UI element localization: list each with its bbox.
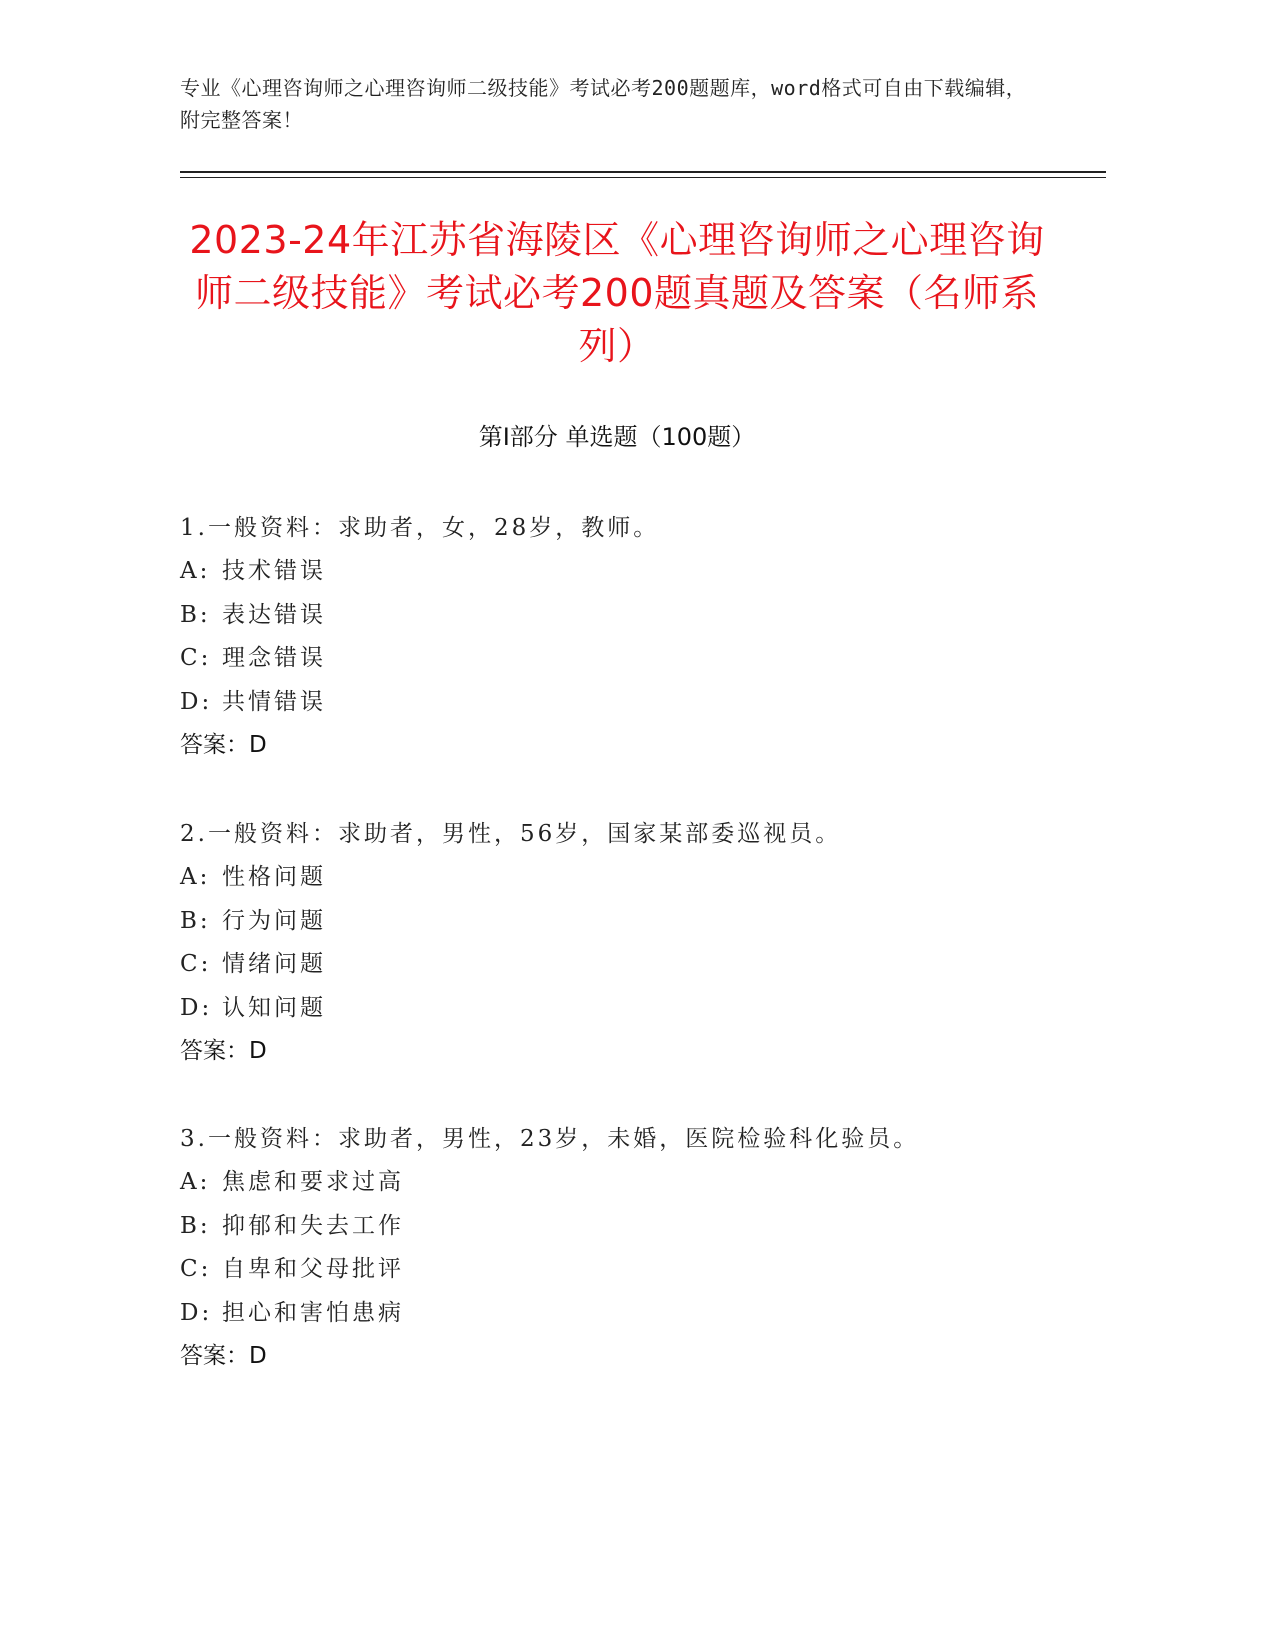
answer-line: 答案：D (180, 732, 267, 758)
option-d (180, 681, 1080, 725)
option-d (180, 987, 1080, 1031)
option-a (180, 550, 1080, 594)
option-key: D: (180, 688, 213, 715)
option-text: 性格问题 (222, 864, 326, 890)
header-note: 专业《心理咨询师之心理咨询师二级技能》考试必考200题题库，word格式可自由下载编辑，附完整答案！ (180, 76, 1027, 132)
header-divider-thin (180, 177, 1106, 178)
option-key: C: (180, 645, 212, 671)
option-text: 表达错误 (222, 601, 326, 628)
option-b (180, 594, 1080, 638)
question-block (180, 1117, 1080, 1378)
option-key: C: (180, 1256, 212, 1282)
question-stem: 3.一般资料：求助者，男性，23岁，未婚，医院检验科化验员。 (180, 1126, 920, 1152)
option-text: 认知问题 (222, 994, 326, 1021)
section-title: 第I部分 单选题（100题） (478, 423, 756, 451)
answer-line: 答案：D (180, 1038, 267, 1064)
option-text: 自卑和父母批评 (222, 1256, 404, 1282)
option-c (180, 637, 1080, 681)
option-text: 技术错误 (222, 558, 326, 584)
option-key: A: (180, 1169, 211, 1195)
option-key: D: (180, 1299, 213, 1326)
option-text: 共情错误 (222, 688, 326, 715)
option-a (180, 856, 1080, 900)
option-b (180, 1205, 1080, 1249)
question-stem: 2.一般资料：求助者，男性，56岁，国家某部委巡视员。 (180, 821, 842, 847)
question-stem: 1.一般资料：求助者，女，28岁，教师。 (180, 515, 660, 541)
option-text: 担心和害怕患病 (222, 1299, 404, 1326)
answer-line: 答案：D (180, 1343, 267, 1369)
document-title: 2023-24年江苏省海陵区《心理咨询师之心理咨询师二级技能》考试必考200题真题及答案（名师系列） (189, 218, 1045, 368)
question-block (180, 812, 1080, 1073)
option-key: B: (180, 907, 211, 934)
option-text: 焦虑和要求过高 (222, 1169, 404, 1195)
option-text: 情绪问题 (222, 951, 326, 977)
option-text: 抑郁和失去工作 (222, 1212, 404, 1239)
option-key: B: (180, 1212, 211, 1239)
option-key: C: (180, 951, 212, 977)
option-b (180, 900, 1080, 944)
option-text: 行为问题 (222, 907, 326, 934)
option-key: A: (180, 864, 211, 890)
option-key: B: (180, 601, 211, 628)
option-d (180, 1292, 1080, 1336)
option-c (180, 1248, 1080, 1292)
option-c (180, 943, 1080, 987)
option-text: 理念错误 (222, 645, 326, 671)
option-key: D: (180, 994, 213, 1021)
header-divider-thick (180, 171, 1106, 173)
question-block (180, 506, 1080, 767)
option-key: A: (180, 558, 211, 584)
option-a (180, 1161, 1080, 1205)
